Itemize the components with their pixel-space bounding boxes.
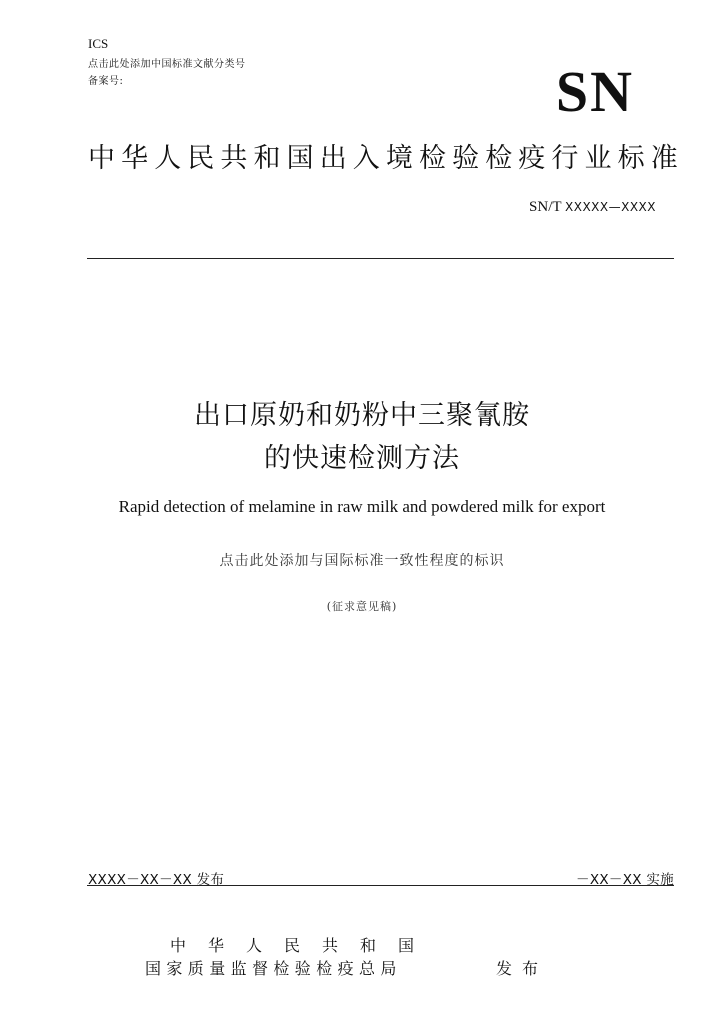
ics-label: ICS — [88, 36, 109, 51]
footer-divider — [87, 885, 674, 886]
title-line-2: 的快速检测方法 — [264, 443, 460, 474]
header-divider — [87, 258, 674, 259]
standard-number-prefix: SN/T — [529, 199, 562, 215]
issuing-country: 中华人民共和国 — [170, 936, 437, 955]
sn-logo: SN — [555, 59, 634, 124]
issuing-authority: 国家质量监督检验检疫总局 — [145, 959, 402, 978]
conformity-placeholder[interactable]: 点击此处添加与国际标准一致性程度的标识 — [219, 553, 505, 569]
issue-action: 发布 — [496, 959, 549, 978]
english-title: Rapid detection of melamine in raw milk and powdered milk for export — [118, 497, 606, 516]
draft-status: (征求意见稿) — [326, 600, 398, 613]
issue-date: XXXX－XX－XX 发布 — [88, 872, 225, 888]
implementation-date: －XX－XX 实施 — [576, 872, 674, 888]
title-line-1: 出口原奶和奶粉中三聚氰胺 — [194, 400, 530, 431]
classification-number-placeholder[interactable]: 点击此处添加中国标准文献分类号 — [88, 59, 246, 70]
standard-category-heading: 中华人民共和国出入境检验检疫行业标准 — [88, 143, 684, 174]
standard-number-value: XXXXX—XXXX — [565, 200, 656, 214]
standard-number — [529, 199, 656, 216]
record-number-label: 备案号: — [88, 76, 124, 87]
